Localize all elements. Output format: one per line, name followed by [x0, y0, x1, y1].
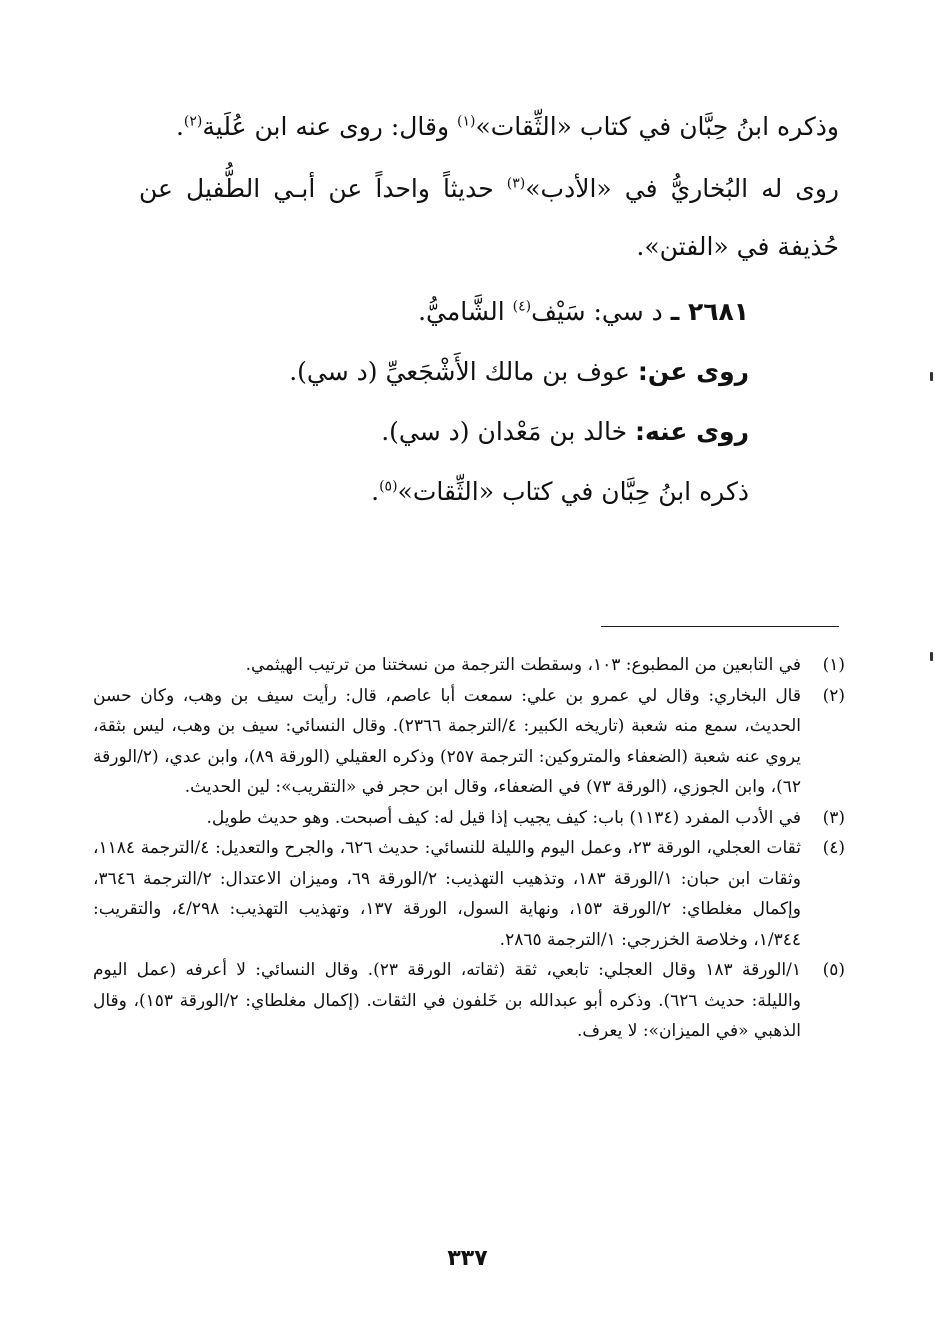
footnote-text: ١/الورقة ١٨٣ وقال العجلي: تابعي، ثقة (ثقاته، الورقة ٢٣). وقال النسائي: لا أعرفه (عمل اليوم والليلة: حديث ٦٢٦). وذكره أبو عبدالله بن خَلفون في الثقات. (إكمال مغلطاي: ٢/الورقة ١٥٣)، وقال الذهبي «في الميزان»: لا يعرف. [93, 960, 801, 1041]
footnote-separator [601, 626, 839, 627]
narrated-by-label: روى عنه: [635, 417, 749, 446]
footnote-text: قال البخاري: وقال لي عمرو بن علي: سمعت أبا عاصم، قال: رأيت سيف بن وهب، وكان حسن الحديث، سمع منه شعبة (تاريخه الكبير: ٤/الترجمة ٢٣٦٦). وقال النسائي: سيف بن وهب، ليس بثقة، يروي عنه شعبة (الضعفاء والمتروكين: الترجمة ٢٥٧) وذكره العقيلي (الورقة ٨٩)، وابن عدي، (٢/الورقة ٦٢)، وابن الجوزي، (الورقة ٧٣) في الضعفاء، وقال ابن حجر في «التقريب»: لين الحديث. [93, 685, 802, 797]
footnote-number: (٣) [822, 807, 845, 828]
footnote-ref-2[interactable]: (٢) [183, 113, 203, 130]
footnote-ref-3[interactable]: (٣) [506, 175, 526, 192]
footnote-2 [93, 681, 845, 803]
entry-number: ٢٦٨١ ـ [670, 297, 749, 326]
footnote-ref-5[interactable]: (٥) [379, 478, 398, 495]
page-number: ٣٣٧ [447, 1246, 488, 1271]
footnotes [93, 650, 845, 1047]
narrated-by-line [139, 402, 839, 462]
narrated-from-label: روى عن: [637, 357, 749, 386]
footnote-ref-4[interactable]: (٤) [512, 298, 532, 315]
footnote-5 [93, 955, 845, 1047]
footnote-number: (٥) [822, 960, 845, 980]
main-text [139, 98, 839, 522]
scan-mark [930, 372, 933, 381]
footnote-1 [93, 650, 845, 681]
footnote-ref-1[interactable]: (١) [457, 113, 476, 130]
paragraph-bukhari: روى له البُخاريُّ في «الأدب»$^{(٣)}$ حديثاً واحداً عن أبـي الطُّفيل عن حُذيفة في «الفتن». [139, 174, 839, 261]
footnote-4 [93, 833, 845, 955]
footnote-number: (١) [822, 655, 845, 675]
footnote-text: في الأدب المفرد (١١٣٤) باب: كيف يجيب إذا قيل له: كيف أصبحت. وهو حديث طويل. [206, 807, 801, 828]
footnote-text: ثقات العجلي، الورقة ٢٣، وعمل اليوم والليلة للنسائي: حديث ٦٢٦، والجرح والتعديل: ٤/الترجمة ١١٨٤، وثقات ابن حبان: ١/الورقة ١٨٣، وتذهيب التهذيب: ٢/الورقة ٦٩، وميزان الاعتدال: ٢/الترجمة ٣٦٤٦، وإكمال مغلطاي: ٢/الورقة ١٥٣، ونهاية السول، الورقة ١٣٧، وتهذيب التهذيب: ٤/٢٩٨، والتقريب: ١/٣٤٤، وخلاصة الخزرجي: ١/الترجمة ٢٨٦٥. [93, 838, 802, 950]
entry-heading: ٢٦٨١ ـ د سي: سَيْف$^{(٤)}$ الشَّاميُّ. [418, 297, 749, 326]
mention-line: ذكره ابنُ حِبَّان في كتاب «الثِّقات»$^{(٥)}$. [371, 477, 749, 506]
scan-mark [930, 652, 933, 661]
footnote-3 [93, 803, 845, 834]
footnote-number: (٢) [822, 685, 845, 706]
narrated-from-value: عوف بن مالك الأَشْجَعيِّ (د سي). [289, 357, 638, 386]
narrated-from-line [139, 342, 839, 402]
paragraph-ibn-hibban: وذكره ابنُ حِبَّان في كتاب «الثِّقات»$^{(١)}$ وقال: روى عنه ابن عُلَية$^{(٢)}$. [175, 112, 839, 141]
footnote-number: (٤) [822, 838, 845, 858]
narrated-by-value: خالد بن مَعْدان (د سي). [381, 417, 635, 446]
footnote-text: في التابعين من المطبوع: ١٠٣، وسقطت الترجمة من نسختنا من ترتيب الهيثمي. [245, 655, 801, 675]
